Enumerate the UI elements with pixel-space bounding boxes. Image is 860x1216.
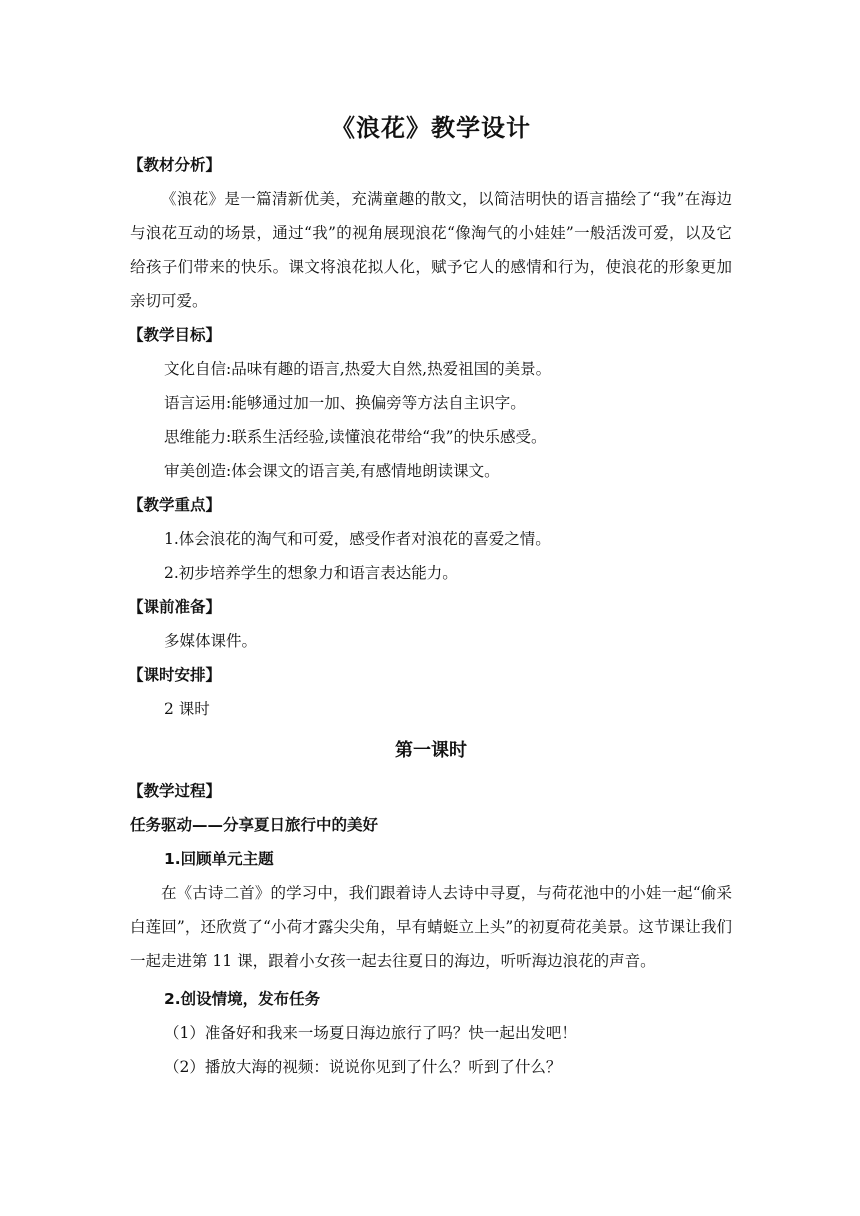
prep-text: 多媒体课件。	[164, 632, 258, 650]
section-heading-schedule: 【课时安排】	[128, 666, 222, 684]
task-heading: 任务驱动——分享夏日旅行中的美好	[130, 816, 379, 834]
goal-item: 文化自信:品味有趣的语言,热爱大自然,热爱祖国的美景。	[164, 360, 552, 378]
focus-item: 2.初步培养学生的想象力和语言表达能力。	[164, 564, 458, 582]
step2-heading: 2.创设情境，发布任务	[164, 990, 321, 1008]
goal-item: 审美创造:体会课文的语言美,有感情地朗读课文。	[164, 462, 500, 480]
focus-item: 1.体会浪花的淘气和可爱，感受作者对浪花的喜爱之情。	[164, 530, 551, 548]
analysis-paragraph: 《浪花》是一篇清新优美，充满童趣的散文，以简洁明快的语言描绘了“我”在海边与浪花互动的场景，通过“我”的视角展现浪花“像淘气的小娃娃”一般活泼可爱，以及它给孩子们带来的快乐。课文将浪花拟人化，赋予它人的感情和行为，使浪花的形象更加亲切可爱。	[130, 190, 732, 310]
section-heading-focus: 【教学重点】	[128, 496, 222, 514]
step2-item: （1）准备好和我来一场夏日海边旅行了吗？快一起出发吧！	[164, 1024, 577, 1042]
schedule-text: 2 课时	[164, 700, 210, 718]
section-heading-goals: 【教学目标】	[128, 326, 222, 344]
section-heading-analysis: 【教材分析】	[128, 156, 222, 174]
document-title: 《浪花》教学设计	[331, 114, 531, 142]
document-page	[130, 108, 732, 1084]
goal-item: 思维能力:联系生活经验,读懂浪花带给“我”的快乐感受。	[164, 428, 547, 446]
step1-heading: 1.回顾单元主题	[164, 850, 274, 868]
lesson-title: 第一课时	[395, 740, 467, 761]
step2-item: （2）播放大海的视频：说说你见到了什么？听到了什么？	[164, 1058, 562, 1076]
goal-item: 语言运用:能够通过加一加、换偏旁等方法自主识字。	[164, 394, 526, 412]
step1-paragraph: 在《古诗二首》的学习中，我们跟着诗人去诗中寻夏，与荷花池中的小娃一起“偷采白莲回”，还欣赏了“小荷才露尖尖角，早有蜻蜓立上头”的初夏荷花美景。这节课让我们一起走进第 11 课，跟着小女孩一起去往夏日的海边，听听海边浪花的声音。	[130, 884, 732, 970]
section-heading-prep: 【课前准备】	[128, 598, 222, 616]
section-heading-process: 【教学过程】	[128, 782, 222, 800]
